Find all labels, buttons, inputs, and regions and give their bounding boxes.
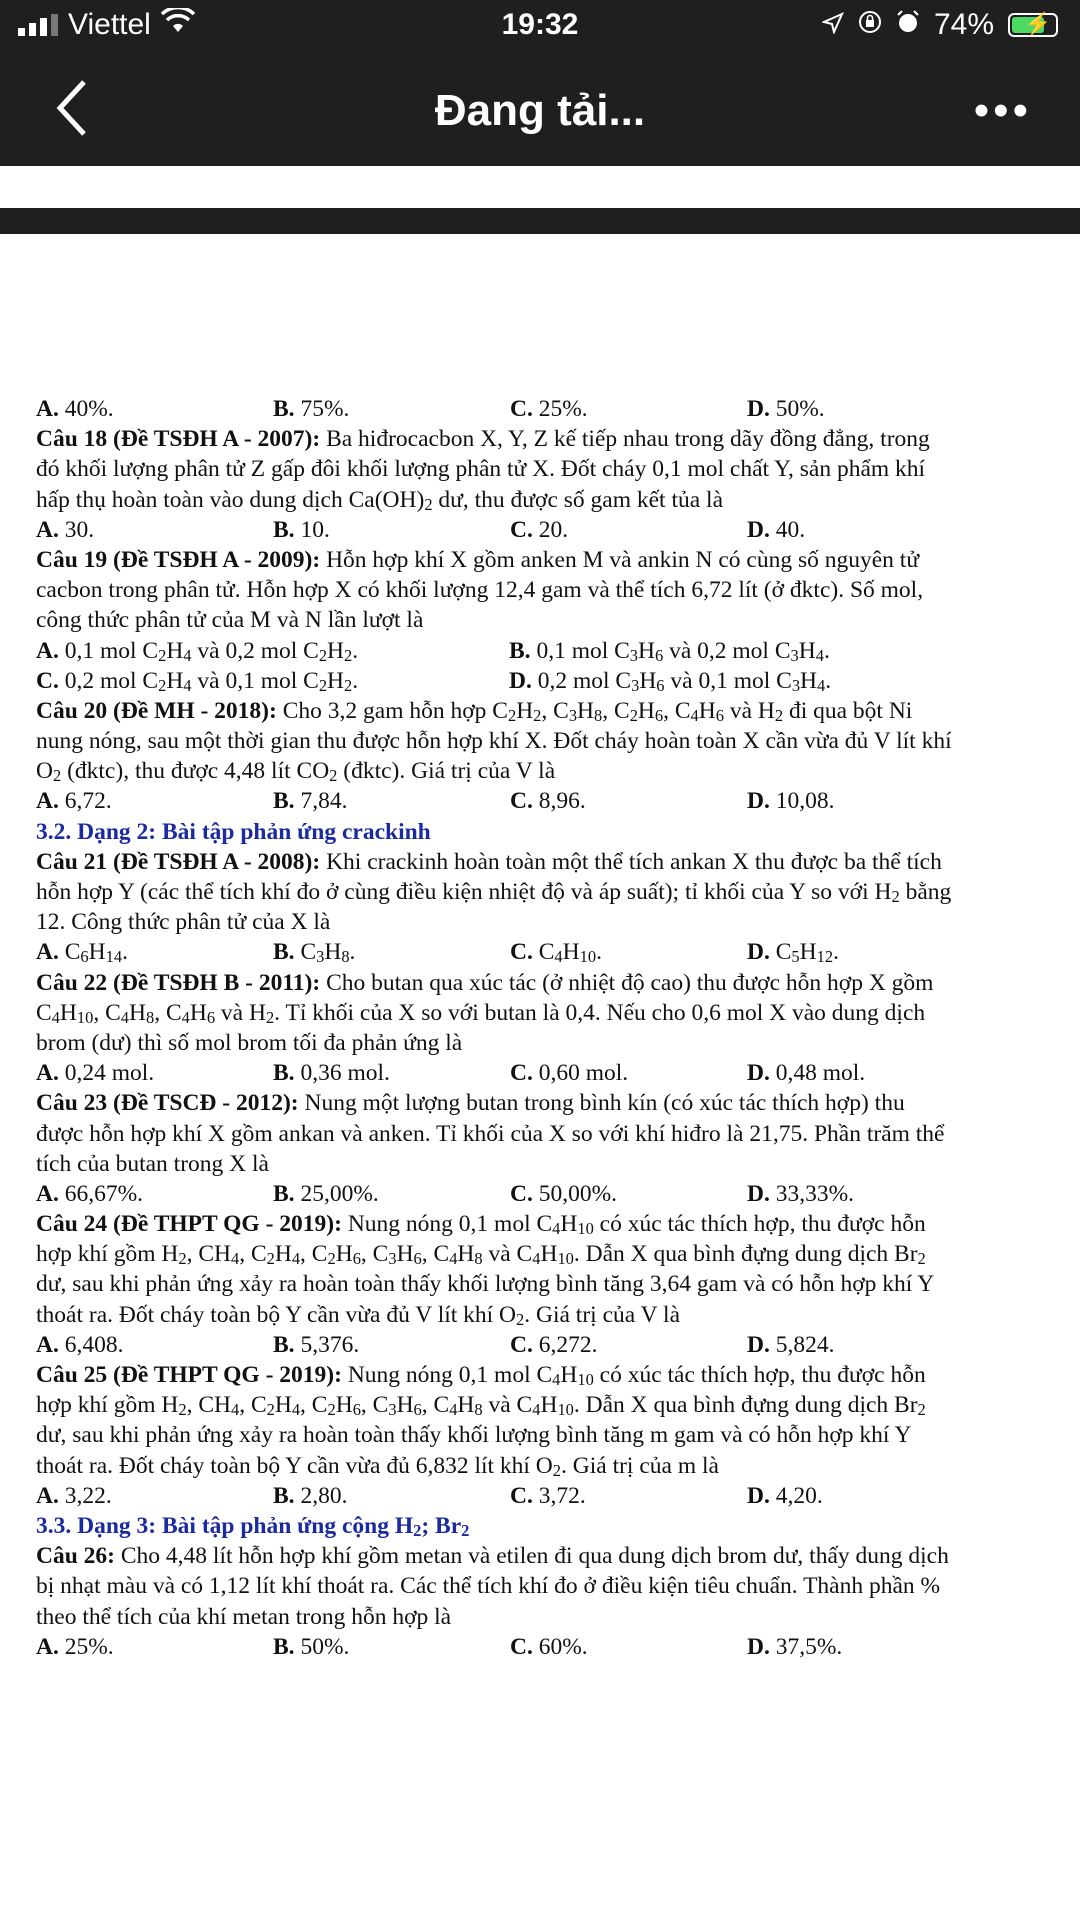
- option-d: D. 33,33%.: [747, 1180, 855, 1207]
- question-label: Câu 24 (Đề THPT QG - 2019):: [36, 1211, 342, 1238]
- option-d: D. 50%.: [747, 396, 825, 422]
- q23-line: [36, 1088, 1068, 1118]
- q24-options: [36, 1330, 1068, 1360]
- option-b: B. 0,36 mol.: [273, 1060, 390, 1087]
- q21-options: [36, 937, 1068, 967]
- option-a: A. 40%.: [36, 396, 114, 422]
- q19-options: [36, 636, 1068, 666]
- carrier-label: Viettel: [68, 8, 151, 41]
- option-a: A. 6,408.: [36, 1331, 124, 1358]
- q21-line: 12. Công thức phân tử của X là: [36, 909, 331, 936]
- q18-options: [36, 515, 1068, 545]
- q21-line: [36, 847, 1068, 877]
- option-b: B. 0,1 mol $C_3H_6$ và 0,2 mol $C_3H_4$.: [509, 637, 830, 665]
- option-b: B. 75%.: [273, 396, 350, 422]
- q18-line: [36, 424, 1068, 454]
- option-c: C. 3,72.: [510, 1482, 586, 1509]
- q26-line: bị nhạt màu và có 1,12 lít khí thoát ra. Các thể tích khí đo ở điều kiện tiêu chuẩn. Thành phần %: [36, 1573, 941, 1600]
- option-c: C. 0,2 mol $C_2H_4$ và 0,1 mol $C_2H_2$.: [36, 667, 359, 695]
- q26-options: [36, 1632, 1068, 1662]
- nav-bar: [0, 56, 1080, 166]
- option-a: A. 30.: [36, 516, 95, 543]
- question-label: Câu 23 (Đề TSCĐ - 2012):: [36, 1090, 299, 1117]
- option-d: D. $C_5H_{12}$.: [747, 939, 839, 967]
- q26-line: [36, 1541, 1068, 1571]
- question-label: Câu 18 (Đề TSĐH A - 2007):: [36, 426, 321, 453]
- section-heading: 3.3. Dạng 3: Bài tập phản ứng cộng $H_2$; $Br_2$: [36, 1512, 470, 1540]
- option-a: A. 6,72.: [36, 788, 112, 815]
- q23-line: được hỗn hợp khí X gồm ankan và anken. Tỉ khối của X so với khí hiđro là 21,75. Phần trăm thể: [36, 1120, 945, 1147]
- option-d: D. 0,2 mol $C_3H_6$ và 0,1 mol $C_3H_4$.: [509, 667, 832, 695]
- q25-options: [36, 1481, 1068, 1511]
- document-content[interactable]: [36, 394, 1068, 1662]
- q25-line: hợp khí gồm $H_2$, $CH_4$, $C_2H_4$, $C_2H_6$, $C_3H_6$, $C_4H_8$ và $C_4H_{10}$. Dẫn X qua bình đựng dung dịch $Br_2$: [36, 1392, 926, 1420]
- option-b: B. 50%.: [273, 1633, 350, 1660]
- battery-percent: 74%: [933, 8, 994, 41]
- option-a: A. 0,1 mol $C_2H_4$ và 0,2 mol $C_2H_2$.: [36, 637, 359, 665]
- option-a: A. 25%.: [36, 1633, 114, 1660]
- q24-line: Câu 24 (Đề THPT QG - 2019): Nung nóng 0,1 mol $C_4H_{10}$ có xúc tác thích hợp, thu được hỗn: [36, 1211, 926, 1239]
- option-a: A. 3,22.: [36, 1482, 112, 1509]
- q19-options: [36, 666, 1068, 696]
- question-label: Câu 26:: [36, 1543, 115, 1570]
- q20-line: Câu 20 (Đề MH - 2018): Cho 3,2 gam hỗn hợp $C_2H_2$, $C_3H_8$, $C_2H_6$, $C_4H_6$ và $H_2$ đi qua bột Ni: [36, 697, 913, 725]
- option-b: B. 2,80.: [273, 1482, 348, 1509]
- q22-line: $C_4H_{10}$, $C_4H_8$, $C_4H_6$ và $H_2$. Tỉ khối của X so với butan là 0,4. Nếu cho 0,6 mol X vào dung dịch: [36, 999, 926, 1027]
- q20-line: $O_2$ (đktc), thu được 4,48 lít $CO_2$ (đktc). Giá trị của V là: [36, 758, 556, 786]
- location-icon: [822, 8, 844, 42]
- question-text: Cho butan qua xúc tác (ở nhiệt độ cao) thu được hỗn hợp X gồm: [320, 969, 934, 996]
- option-b: B. 5,376.: [273, 1331, 360, 1358]
- option-d: D. 37,5%.: [747, 1633, 843, 1660]
- q23-options: [36, 1179, 1068, 1209]
- q19-line: [36, 545, 1068, 575]
- question-label: Câu 21 (Đề TSĐH A - 2008):: [36, 848, 321, 875]
- question-label: Câu 22 (Đề TSĐH B - 2011):: [36, 969, 321, 996]
- q25-line: thoát ra. Đốt cháy toàn bộ Y cần vừa đủ 6,832 lít khí $O_2$. Giá trị của m là: [36, 1452, 719, 1480]
- option-c: C. 20.: [510, 516, 569, 543]
- option-d: D. 10,08.: [747, 788, 835, 815]
- option-b: B. 7,84.: [273, 788, 348, 815]
- question-label: Câu 20 (Đề MH - 2018):: [36, 697, 277, 724]
- orientation-lock-icon: [858, 8, 882, 42]
- option-b: B. 10.: [273, 516, 330, 543]
- status-right: [822, 8, 1058, 42]
- option-c: C. 60%.: [510, 1633, 588, 1660]
- option-c: C. 25%.: [510, 396, 588, 422]
- page-title: Đang tải...: [434, 86, 646, 135]
- battery-icon: ⚡: [1008, 13, 1058, 37]
- q17-options: [36, 394, 1068, 424]
- option-c: C. 0,60 mol.: [510, 1060, 629, 1087]
- clock: 19:32: [501, 8, 579, 41]
- q19-line: công thức phân tử của M và N lần lượt là: [36, 607, 424, 634]
- q18-line: hấp thụ hoàn toàn vào dung dịch $Ca(OH)_2$ dư, thu được số gam kết tủa là: [36, 486, 723, 514]
- option-c: C. 50,00%.: [510, 1180, 618, 1207]
- q22-line: brom (dư) thì số mol brom tối đa phản ứng là: [36, 1029, 463, 1056]
- option-c: C. 6,272.: [510, 1331, 598, 1358]
- q21-line: hỗn hợp Y (các thể tích khí đo ở cùng điều kiện nhiệt độ và áp suất); tỉ khối của Y so với $H_2$ bằng: [36, 879, 952, 906]
- option-d: D. 5,824.: [747, 1331, 835, 1358]
- q18-line: đó khối lượng phân tử Z gấp đôi khối lượng phân tử X. Đốt cháy 0,1 mol chất Y, sản phẩm khí: [36, 456, 926, 483]
- option-d: D. 40.: [747, 516, 806, 543]
- q25-line: dư, sau khi phản ứng xảy ra hoàn toàn thấy khối lượng bình tăng m gam và có hỗn hợp khí Y: [36, 1422, 912, 1449]
- question-label: Câu 25 (Đề THPT QG - 2019):: [36, 1362, 342, 1388]
- option-a: A. $C_6H_{14}$.: [36, 939, 128, 967]
- status-bar: [0, 0, 1080, 56]
- q22-line: [36, 968, 1068, 998]
- q23-line: tích của butan trong X là: [36, 1150, 269, 1177]
- question-text: Ba hiđrocacbon X, Y, Z kế tiếp nhau trong dãy đồng đẳng, trong: [320, 426, 930, 453]
- more-options-button[interactable]: •••: [973, 86, 1032, 135]
- question-text: Cho 4,48 lít hỗn hợp khí gồm metan và etilen đi qua dung dịch brom dư, thấy dung dịch: [115, 1543, 949, 1570]
- option-b: B. 25,00%.: [273, 1180, 379, 1207]
- question-text: Hỗn hợp khí X gồm anken M và ankin N có cùng số nguyên tử: [320, 546, 920, 573]
- option-d: D. 0,48 mol.: [747, 1060, 866, 1087]
- q24-line: hợp khí gồm $H_2$, $CH_4$, $C_2H_4$, $C_2H_6$, $C_3H_6$, $C_4H_8$ và $C_4H_{10}$. Dẫn X qua bình đựng dung dịch $Br_2$: [36, 1241, 926, 1269]
- option-a: A. 0,24 mol.: [36, 1060, 155, 1087]
- section-heading: 3.2. Dạng 2: Bài tập phản ứng crackinh: [36, 818, 431, 845]
- question-text: Khi crackinh hoàn toàn một thể tích ankan X thu được ba thể tích: [320, 848, 942, 875]
- question-text: Nung một lượng butan trong bình kín (có xúc tác thích hợp) thu: [298, 1090, 905, 1117]
- option-c: C. $C_4H_{10}$.: [510, 939, 602, 967]
- alarm-icon: [896, 8, 920, 42]
- q20-line: nung nóng, sau một thời gian thu được hỗn hợp khí X. Đốt cháy hoàn toàn X cần vừa đủ V lít khí: [36, 728, 952, 755]
- option-a: A. 66,67%.: [36, 1180, 144, 1207]
- q24-line: thoát ra. Đốt cháy toàn bộ Y cần vừa đủ V lít khí $O_2$. Giá trị của V là: [36, 1301, 681, 1329]
- option-b: B. $C_3H_8$.: [273, 939, 356, 967]
- page-divider: [0, 208, 1080, 234]
- q25-line: Câu 25 (Đề THPT QG - 2019): Nung nóng 0,1 mol $C_4H_{10}$ có xúc tác thích hợp, thu được hỗn: [36, 1362, 926, 1389]
- q22-options: [36, 1058, 1068, 1088]
- question-label: Câu 19 (Đề TSĐH A - 2009):: [36, 546, 321, 573]
- option-c: C. 8,96.: [510, 788, 586, 815]
- q24-line: dư, sau khi phản ứng xảy ra hoàn toàn thấy khối lượng bình tăng 3,64 gam và có hỗn hợp khí Y: [36, 1271, 935, 1298]
- option-d: D. 4,20.: [747, 1482, 823, 1509]
- q20-options: [36, 786, 1068, 816]
- q19-line: cacbon trong phân tử. Hỗn hợp X có khối lượng 12,4 gam và thể tích 6,72 lít (ở đktc). Số mol,: [36, 577, 924, 604]
- q26-line: theo thể tích của khí metan trong hỗn hợp là: [36, 1603, 452, 1630]
